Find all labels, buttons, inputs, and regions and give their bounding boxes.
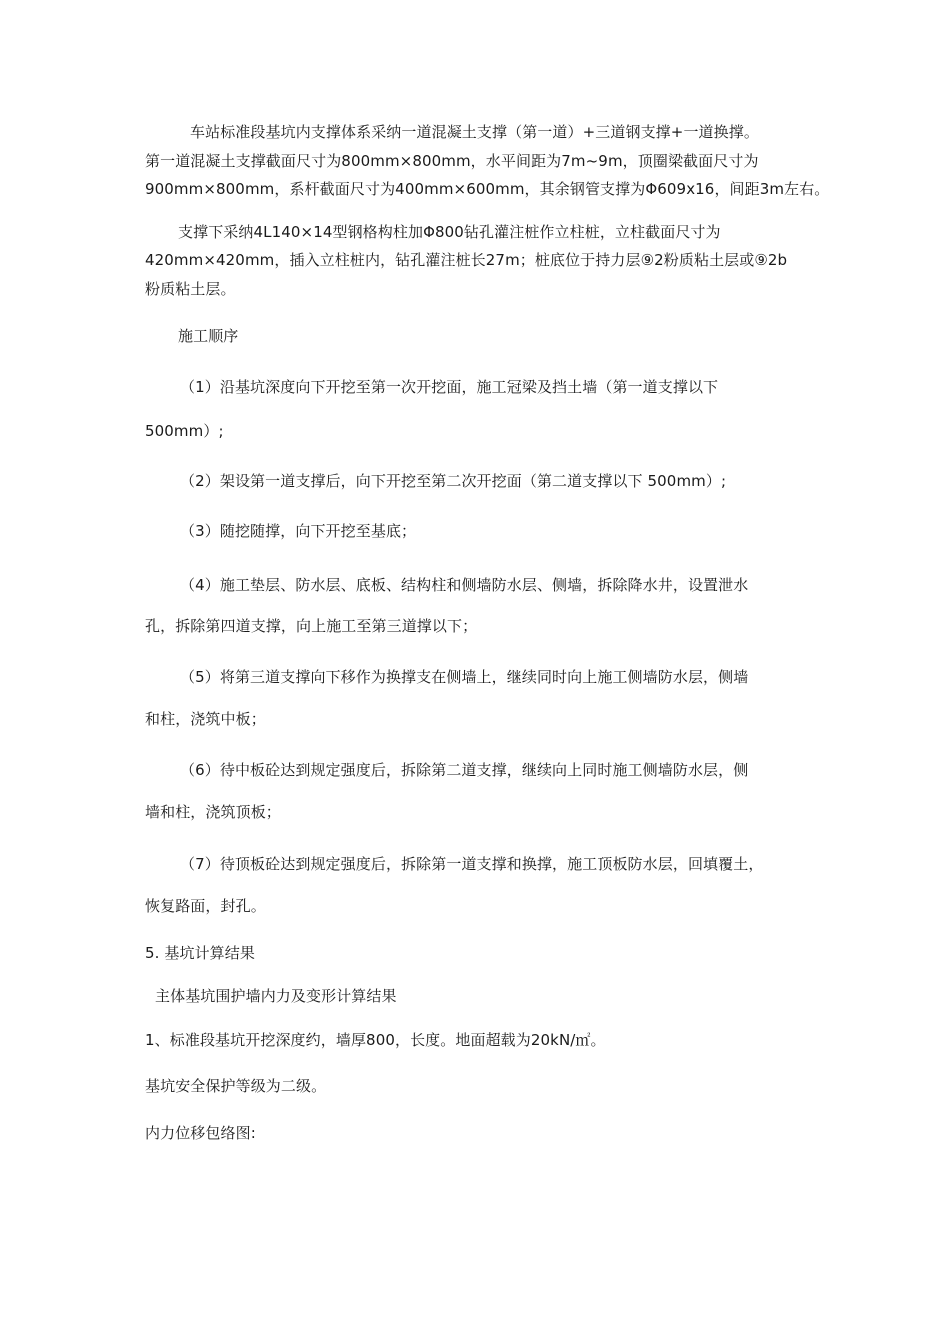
paragraph-line: 420mm×420mm，插入立柱桩内，钻孔灌注桩长27m；桩底位于持力层⑨2粉质粘土层或⑨2b	[145, 251, 788, 269]
step-line: 和柱，浇筑中板；	[145, 710, 266, 728]
paragraph-line: 900mm×800mm，系杆截面尺寸为400mm×600mm，其余钢管支撑为Φ609x16，间距3m左右。	[145, 180, 830, 198]
step-line: （3）随挖随撑，向下开挖至基底；	[180, 522, 417, 540]
paragraph-line: 粉质粘土层。	[145, 280, 236, 298]
excavation-parameters: 1、标准段基坑开挖深度约，墙厚800，长度。地面超载为20kN/㎡。	[145, 1031, 606, 1049]
step-line: 孔，拆除第四道支撑，向上施工至第三道撑以下；	[145, 617, 478, 635]
step-line: 500mm）;	[145, 422, 224, 440]
step-line: 恢复路面，封孔。	[145, 897, 266, 915]
construction-sequence-heading: 施工顺序	[178, 327, 239, 345]
paragraph-line: 车站标准段基坑内支撑体系采纳一道混凝土支撑（第一道）+三道钢支撑+一道换撑。	[190, 123, 759, 141]
paragraph-line: 支撑下采纳4L140×14型钢格构柱加Φ800钻孔灌注桩作立柱桩，立柱截面尺寸为	[178, 223, 721, 241]
paragraph-line: 第一道混凝土支撑截面尺寸为800mm×800mm，水平间距为7m~9m，顶圈梁截面尺寸为	[145, 152, 759, 170]
envelope-diagram-label: 内力位移包络图:	[145, 1124, 256, 1142]
step-line: （6）待中板砼达到规定强度后，拆除第二道支撑，继续向上同时施工侧墙防水层，侧	[180, 761, 749, 779]
step-line: 墙和柱，浇筑顶板；	[145, 803, 281, 821]
step-line: （4）施工垫层、防水层、底板、结构柱和侧墙防水层、侧墙，拆除降水井，设置泄水	[180, 576, 749, 594]
step-line: （1）沿基坑深度向下开挖至第一次开挖面，施工冠梁及挡土墙（第一道支撑以下	[180, 378, 719, 396]
section-5-subheading: 主体基坑围护墙内力及变形计算结果	[155, 987, 397, 1005]
section-5-heading: 5. 基坑计算结果	[145, 944, 255, 962]
step-line: （7）待顶板砼达到规定强度后，拆除第一道支撑和换撑，施工顶板防水层，回填覆土，	[180, 855, 764, 873]
safety-level-text: 基坑安全保护等级为二级。	[145, 1077, 327, 1095]
step-line: （2）架设第一道支撑后，向下开挖至第二次开挖面（第二道支撑以下 500mm）;	[180, 472, 727, 490]
step-line: （5）将第三道支撑向下移作为换撑支在侧墙上，继续同时向上施工侧墙防水层，侧墙	[180, 668, 749, 686]
